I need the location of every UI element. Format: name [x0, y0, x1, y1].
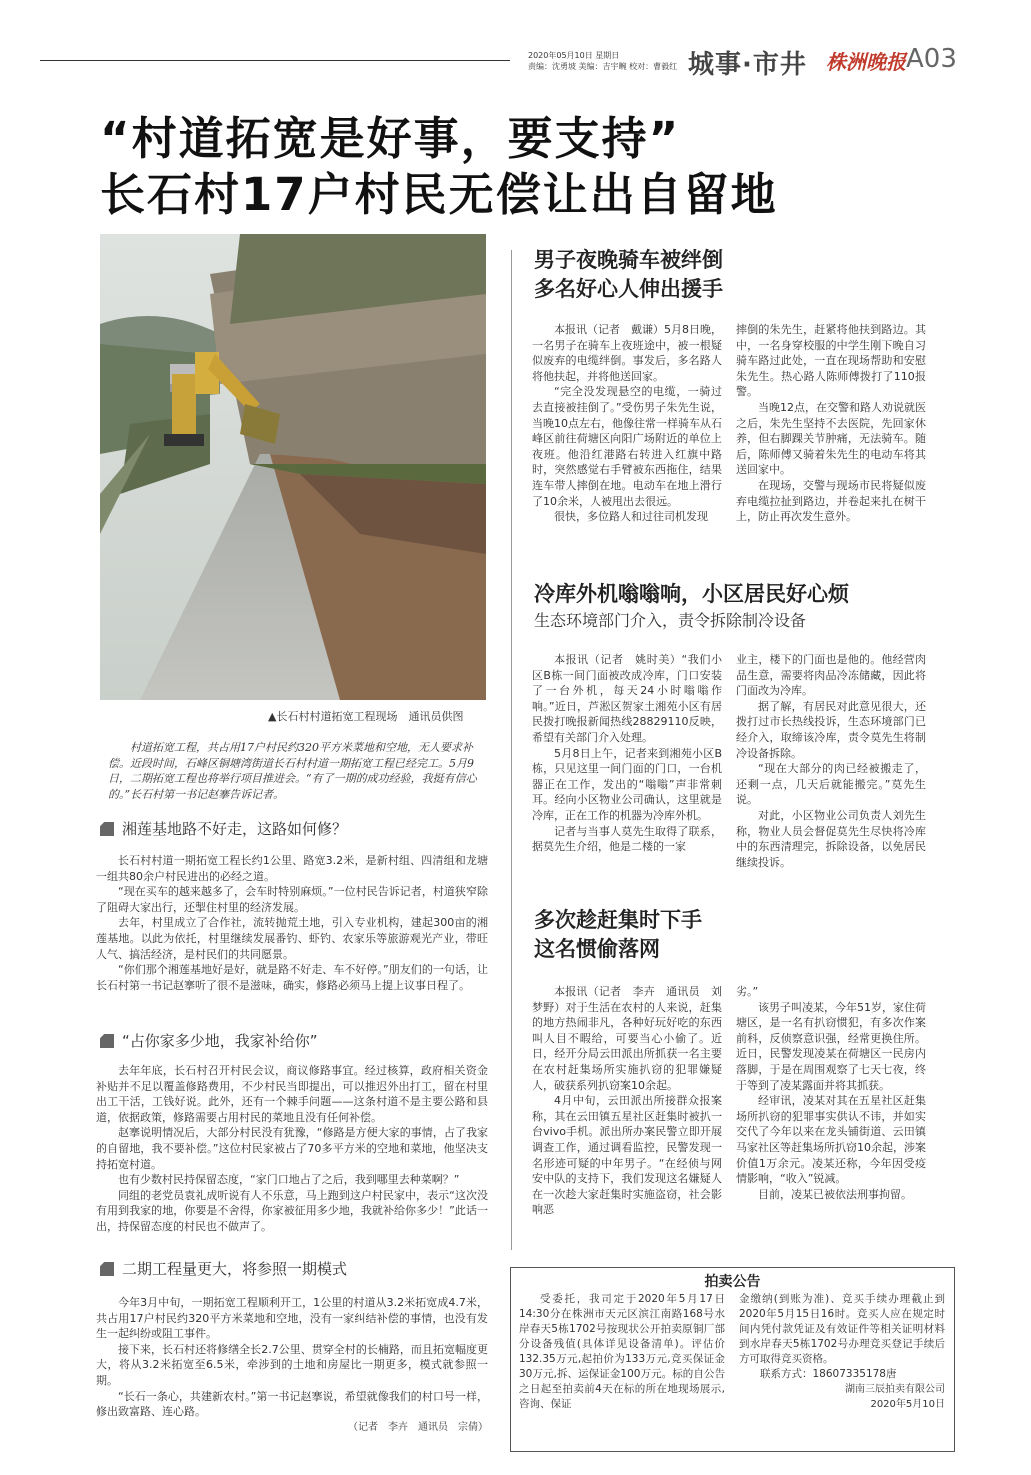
paragraph: “完全没发现悬空的电缆，一骑过去直接被挂倒了。”受伤男子朱先生说，当晚10点左右，他像往常一样骑车从石峰区前往荷塘区向阳广场附近的单位上夜班。他沿红港路右转进入红旗中路时，突然感觉右手臂被东西拖住，结果连车带人摔倒在地。电动车在地上滑行了10余米，人被甩出去很远。 [532, 385, 722, 508]
paragraph: 在现场，交警与现场市民将疑似废弃电缆拉扯到路边，并卷起来扎在树干上，防止再次发生意外。 [736, 478, 926, 524]
paragraph: 当晚12点，在交警和路人劝说就医之后，朱先生坚持不去医院，先回家休养，但右脚踝关节肿痛，无法骑车。随后，陈师傅又骑着朱先生的电动车将其送回家中。 [736, 400, 926, 477]
subhead-2: “占你家多少地，我家补给你” [100, 1030, 318, 1051]
paragraph: 也有少数村民持保留态度，“家门口地占了之后，我到哪里去种菜啊？” [118, 1173, 460, 1187]
auction-column-1 [519, 1292, 725, 1412]
photo-caption: ▲长石村村道拓宽工程现场 通讯员供图 [268, 710, 464, 723]
story3-subtitle: 生态环境部门介入，责令拆除制冷设备 [534, 611, 807, 630]
story4-column-1 [532, 984, 722, 1218]
paragraph: 很快，多位路人和过往司机发现 [554, 510, 708, 524]
editor-credits: 责编：沈勇坡 美编：吉宇畹 校对：曹毅红 [528, 62, 678, 71]
paragraph: 该男子叫凌某，今年51岁，家住荷塘区，是一名有扒窃惯犯，有多次作案前科，反侦察意识强，经常更换住所。近日，民警发现凌某在荷塘区一民房内落脚，于是在周围观察了七天七夜，终于等到了凌某露面并将其抓获。 [736, 1000, 926, 1092]
paragraph: 业主，楼下的门面也是他的。他经营肉品生意，需要将肉品冷冻储藏，因此将门面改为冷库。 [736, 653, 926, 698]
paragraph: “现在买车的越来越多了，会车时特别麻烦。”一位村民告诉记者，村道狭窄除了阻碍大家出行，还掣住村里的经济发展。 [96, 885, 488, 914]
newspaper-logo: 株洲晚报 [826, 50, 906, 74]
paragraph: 同组的老党员袁礼成听说有人不乐意，马上跑到这户村民家中，表示“这次没有用到我家的地，你要是不舍得，你家被征用多少地，我就补给你多少！”此话一出，持保留态度的村民也不做声了。 [96, 1188, 488, 1233]
paragraph: 金缴纳(到账为准)、竞买手续办理截止到2020年5月15日16时。竞买人应在规定时间内凭付款凭证及有效证件等相关证明材料到水岸春天5栋1702号办理竞买登记手续后方可取得竞买资格。 [739, 1293, 945, 1365]
excavator-scene-image [100, 234, 486, 700]
paragraph: 经审讯，凌某对其在五星社区赶集场所扒窃的犯罪事实供认不讳，并如实交代了今年以来在龙头铺街道、云田镇马家社区等赶集场所扒窃10余起，涉案价值1万余元。凌某还称，今年因受疫情影响，“收入”锐减。 [736, 1094, 926, 1186]
story3-title: 冷库外机嗡嗡响，小区居民好心烦 [534, 581, 849, 606]
story-main-section-2 [96, 1063, 488, 1235]
paragraph: 4月中旬，云田派出所接群众报案称，其在云田镇五星社区赶集时被扒一台vivo手机。派出所办案民警立即开展调查工作，通过调看监控，民警发现一名形迹可疑的中年男子。“在经侦与网安中队的支持下，我们发现这名嫌疑人在一次趁大家赶集时实施盗窃，社会影响恶 [532, 1094, 722, 1217]
paragraph: “现在大部分的肉已经被搬走了，还剩一点，几天后就能搬完。”莫先生说。 [736, 762, 926, 807]
auction-company: 湖南三辰拍卖有限公司 [845, 1384, 945, 1395]
subhead-marker-icon [100, 822, 114, 836]
story4-column-2 [736, 984, 926, 1202]
paragraph: 长石村村道一期拓宽工程长约1公里、路宽3.2米，是新村组、四清组和龙塘一组共80余户村民进出的必经之道。 [96, 854, 488, 883]
paragraph: “你们那个湘莲基地好是好，就是路不好走、车不好停。”朋友们的一句话，让长石村第一书记赵搴听了很不是滋味，确实，修路必须马上提上议事日程了。 [96, 963, 488, 992]
paragraph: 对此，小区物业公司负责人刘先生称，物业人员会督促莫先生尽快将冷库中的东西清理完，拆除设备，以免居民继续投诉。 [736, 808, 926, 869]
section-title: 城事·市井 [688, 50, 807, 80]
paragraph: 受委托，我司定于2020年5月17日14:30分在株洲市天元区滨江南路168号水岸春天5栋1702号按现状公开拍卖原铜厂部分设备残值(具体详见设备清单)。评估价132.35万元,起拍价为133万元,竞买保证金30万元,拆、运保证金100万元。标的自公告之日起至拍卖前4天在标的所在地现场展示,咨询、保证 [519, 1293, 725, 1410]
subhead-marker-icon [100, 1262, 114, 1276]
paragraph: 本报讯（记者 姚时美）“我们小区B栋一间门面被改成冷库，门口安装了一台外机，每天24小时嗡嗡作响。”近日，芦淞区贺家土湘苑小区有居民拨打晚报新闻热线28829110反映，希望有关部门介入处理。 [532, 653, 722, 744]
issue-meta [528, 50, 677, 72]
auction-contact: 联系方式：18607335178唐 [760, 1368, 897, 1380]
story3-column-2 [736, 652, 926, 870]
paragraph: 去年，村里成立了合作社，流转抛荒土地，引入专业机构，建起300亩的湘莲基地。以此为依托，村里继续发展番钓、虾钓、农家乐等旅游观光产业，带旺人气、搞活经济，是村民们的共同愿景。 [96, 916, 488, 961]
paragraph: 接下来，长石村还将修缮全长2.7公里、贯穿全村的长楠路，而且拓宽幅度更大，将从3.2米拓宽至6.5米，牵涉到的土地和房屋比一期更多，模式就参照一期。 [96, 1342, 488, 1387]
paragraph: 去年年底，长石村召开村民会议，商议修路事宜。经过核算，政府相关资金补贴并不足以覆盖修路费用，不少村民当即提出，可以推迟外出打工，留在村里出工干活，工钱好说。此外，还有一个棘手问题——这条村道不是主要公路和县道，依据政策，修路需要占用村民的菜地且没有任何补偿。 [96, 1064, 488, 1124]
subhead-marker-icon [100, 1034, 114, 1048]
paragraph: “长石一条心，共建新农村。”第一书记赵搴说，希望就像我们的村口号一样，修出致富路、连心路。 [96, 1389, 488, 1419]
paragraph: 赵搴说明情况后，大部分村民没有犹豫，“修路是方便大家的事情，占了我家的自留地，我不要补偿。”这位村民家被占了70多平方米的空地和菜地，他坚决支持拓宽村道。 [96, 1126, 488, 1171]
story2-column-1 [532, 322, 722, 525]
paragraph: 劣。” [736, 985, 759, 998]
paragraph: 记者与当事人莫先生取得了联系，据莫先生介绍，他是二楼的一家 [532, 824, 722, 854]
auction-date: 2020年5月10日 [870, 1399, 945, 1410]
auction-notice-box [510, 1267, 955, 1452]
auction-title: 拍卖公告 [704, 1274, 761, 1290]
subhead-1: 湘莲基地路不好走，这路如何修？ [100, 818, 347, 839]
story-main-section-1 [96, 853, 488, 993]
auction-column-2 [739, 1292, 945, 1412]
page-number: A03 [906, 44, 957, 74]
paragraph: 本报讯（记者 戴谦）5月8日晚，一名男子在骑车上夜班途中，被一根疑似废弃的电缆绊倒。事发后，多名路人将他扶起，并将他送回家。 [532, 323, 722, 383]
paragraph: 据了解，有居民对此意见很大，还拨打过市长热线投诉，生态环境部门已经介入，取缔该冷库，责令莫先生将制冷设备拆除。 [736, 699, 926, 760]
masthead-rule [40, 60, 510, 61]
story2-title: 男子夜晚骑车被绊倒 多名好心人伸出援手 [534, 247, 723, 301]
headline-line-2: 长石村17户村民无偿让出自留地 [100, 168, 778, 221]
lead-paragraph: 村道拓宽工程，共占用17户村民约320平方米菜地和空地，无人要求补偿。近段时间，石峰区铜塘湾街道长石村村道一期拓宽工程已经完工。5月9日，二期拓宽工程也将举行项目推进会。“有了一期的成功经验，我挺有信心的。”长石村第一书记赵搴告诉记者。 [108, 741, 477, 801]
headline-line-1: “村道拓宽是好事，要支持” [100, 112, 681, 165]
story2-column-2 [736, 322, 926, 525]
column-divider [511, 250, 512, 1250]
subhead-3: 二期工程量更大，将参照一期模式 [100, 1258, 347, 1279]
story4-title: 多次趁赶集时下手 这名惯偷落网 [534, 907, 702, 961]
road-widening-photo [100, 234, 486, 700]
story-main-section-3 [96, 1295, 488, 1435]
story3-column-1 [532, 652, 722, 855]
paragraph: 今年3月中旬，一期拓宽工程顺利开工，1公里的村道从3.2米拓宽成4.7米，共占用17户村民约320平方米菜地和空地，没有一家纠结补偿的事情，也没有发生一起纠纷或阻工事件。 [96, 1296, 488, 1341]
byline: （记者 李卉 通讯员 宗倩） [348, 1421, 488, 1433]
paragraph: 本报讯（记者 李卉 通讯员 刘梦野）对于生活在农村的人来说，赶集的地方热闹非凡，各种好玩好吃的东西叫人目不暇给，可要当心小偷了。近日，经开分局云田派出所抓获一名主要在农村赶集场所实施扒窃的犯罪嫌疑人，破获系列扒窃案10余起。 [532, 985, 722, 1092]
paragraph: 5月8日上午，记者来到湘苑小区B栋，只见这里一间门面的门口，一台机器正在工作，发出的“嗡嗡”声非常刺耳。经向小区物业公司确认，这里就是冷库，正在工作的机器为冷库外机。 [532, 746, 722, 822]
paragraph: 目前，凌某已被依法刑事拘留。 [758, 1187, 912, 1201]
issue-date: 2020年05月10日 星期日 [528, 51, 620, 60]
paragraph: 摔倒的朱先生，赶紧将他扶到路边。其中，一名身穿校服的中学生刚下晚自习骑车路过此处，一直在现场帮助和安慰朱先生。热心路人陈师傅拨打了110报警。 [736, 323, 926, 399]
